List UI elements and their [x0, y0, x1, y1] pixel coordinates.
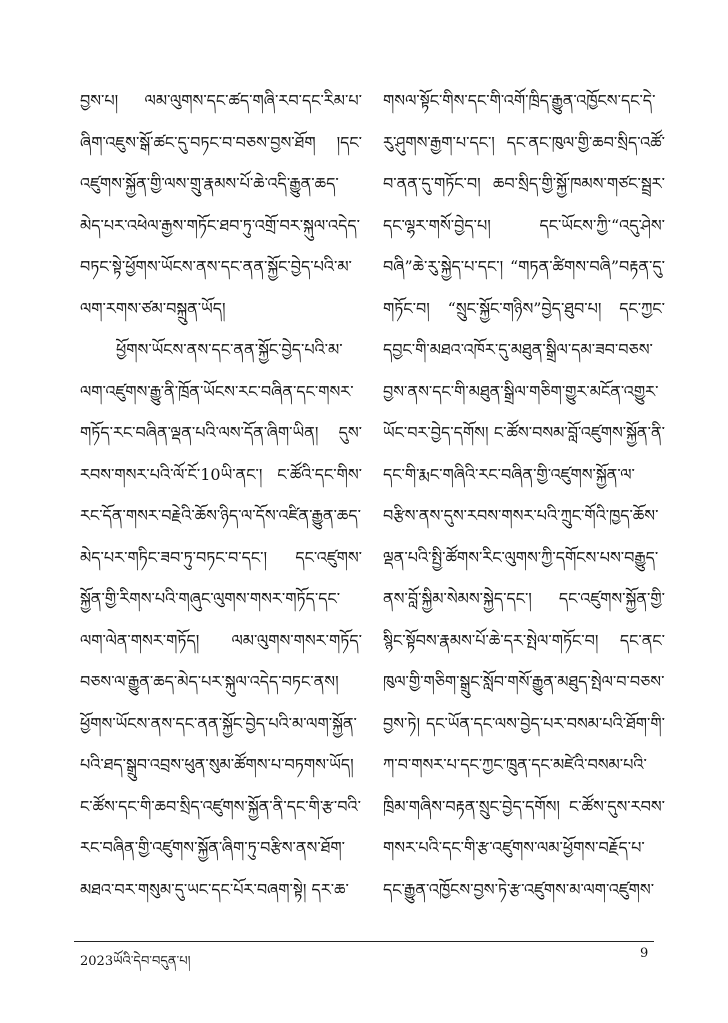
page-number: 9: [640, 946, 649, 961]
left-column: [80, 80, 362, 910]
left-paragraph-1: བྱས་པ། ལམ་ལུགས་དང་ཚད་གཞི་རབ་དང་རིམ་པ་ཞིག་འཇུས་སྒོ་ཚང་དུ་བཏང་བ་བཅས་བྱས་ཐོག །དང་འཛུགས་སྐྱོན་གྱི་ལས་གྲུ་རྣམས་པོ་ཆེ་འདི་རྒྱུན་ཆད་མེད་པར་འཕེལ་རྒྱས་གཏོང་ཐབ་ཏུ་འགྲོ་བར་སྐུལ་འདེད་བཏང་སྟེ་ཕྱོགས་ཡོངས་ནས་དང་ནན་སྐྱོང་བྱེད་པའི་མ་ལག་རགས་ཙམ་བསྐྲུན་ཡོད།: [80, 91, 362, 318]
footer-divider: [74, 941, 654, 942]
right-column: [383, 80, 665, 910]
footer-issue-label: 2023ཡོའི་དེབ་བདུན་པ།: [80, 954, 191, 969]
right-paragraph-1: གསལ་སྟོང་གིས་དང་གི་འགོ་ཁྲིད་རྒྱུན་འཁྱོངས་དང་དེ་རུ་ཤུགས་རྒྱག་པ་དང་། དང་ནང་ཁུལ་གྱི་ཆབ་སྲིད་འཚོ་བ་ནན་དུ་གཏོང་བ། ཆབ་སྲིད་གྱི་སྐྱོ་ཁམས་གཙང་སྦྲར་དང་ལྷར་གསོ་བྱེད་པ། དང་ཡོངས་ཀྱི་“འདུ་ཤེས་བཞི”ཆེ་རུ་སྐྱེད་པ་དང་། “གཏན་ཚིགས་བཞི”བརྟན་དུ་གཏོང་བ། “སྲུང་སྐྱོང་གཉིས”བྱེད་ཐུབ་པ། དང་ཀྱང་དབྱང་གི་མཐའ་འཁོར་དུ་མཐུན་སྒྲིལ་དམ་ཟབ་བཅས་བྱས་ནས་དང་གི་མཐུན་སྒྲིལ་གཅིག་གྱུར་མངོན་འགྱུར་ཡོང་བར་བྱེད་དགོས། ང་ཚོས་བསམ་བློ་འཛུགས་སྐྱོན་ནི་དང་གི་རྨང་གཞིའི་རང་བཞིན་གྱི་འཛུགས་སྐྱོན་ལ་བརྩིས་ནས་དུས་རབས་གསར་པའི་ཀྲུང་གོའི་ཁྱད་ཆོས་ལྡན་པའི་སྤྱི་ཚོགས་རིང་ལུགས་ཀྱི་དགོངས་པས་བརྒྱུད་ནས་བློ་སྐྱིམ་སེམས་སྐྱེད་དང་། དང་འཛུགས་སྐྱོན་གྱི་སྙིང་སྟོབས་རྣམས་པོ་ཆེ་དར་སྤེལ་གཏོང་བ། དང་ནང་ཁུལ་གྱི་གཅིག་སྒྲུང་སློབ་གསོ་རྒྱུན་མཐུད་སྤེལ་བ་བཅས་བྱས་ཏེ། དང་ཡོན་དང་ལས་བྱེད་པར་བསམ་པའི་ཐོག་གི་ཀ་བ་གསར་པ་དང་ཀྱང་ཁྲུན་དང་མཛེའི་བསམ་པའི་ཁྲིམ་གཞིས་བརྟན་སྲུང་བྱེད་དགོས། ང་ཚོས་དུས་རབས་གསར་པའི་དང་གི་རྩ་འཛུགས་ལམ་ཕྱོགས་བརྗོད་པ་དང་རྒྱུན་འཁྱོངས་བྱས་ཏེ་རྩ་འཛུགས་མ་ལག་འཛུགས་: [383, 91, 665, 899]
left-paragraph-2: ཕྱོགས་ཡོངས་ནས་དང་ནན་སྐྱོང་བྱེད་པའི་མ་ལག་འཛུགས་རྒྱུ་ནི་ཁྲོན་ཡོངས་རང་བཞིན་དང་གསར་གཏོད་རང་བཞིན་ལྡན་པའི་ལས་དོན་ཞིག་ཡིན། དུས་རབས་གསར་པའི་ལོ་ངོ་10ཡི་ནང་། ང་ཚོའི་དང་གིས་རང་དོན་གསར་བརྗེའི་ཆོས་ཉིད་ལ་དོས་འཛིན་རྒྱུན་ཆད་མེད་པར་གཏིང་ཟབ་ཏུ་བཏང་བ་དང་། དང་འཛུགས་སྐྱོན་གྱི་རིགས་པའི་གཞུང་ལུགས་གསར་གཏོད་དང་ལག་ལེན་གསར་གཏོད། ལམ་ལུགས་གསར་གཏོད་བཅས་ལ་རྒྱུན་ཆད་མེད་པར་སྐུལ་འདེད་བཏང་ནས། ཕྱོགས་ཡོངས་ནས་དང་ནན་སྐྱོང་བྱེད་པའི་མ་ལག་སྐྱོན་པའི་ཐད་སྒྲུབ་འབྲས་ཕུན་སུམ་ཚོགས་པ་བཏགས་ཡོད། ང་ཚོས་དང་གི་ཆབ་སྲིད་འཛུགས་སྐྱོན་ནི་དང་གི་རྩ་བའི་རང་བཞིན་གྱི་འཛུགས་སྐྱོན་ཞིག་ཏུ་བརྩིས་ནས་ཐོག་མཐའ་བར་གསུམ་དུ་ཡང་དང་པོར་བཞག་སྟེ། དར་ཆ་: [80, 340, 362, 899]
